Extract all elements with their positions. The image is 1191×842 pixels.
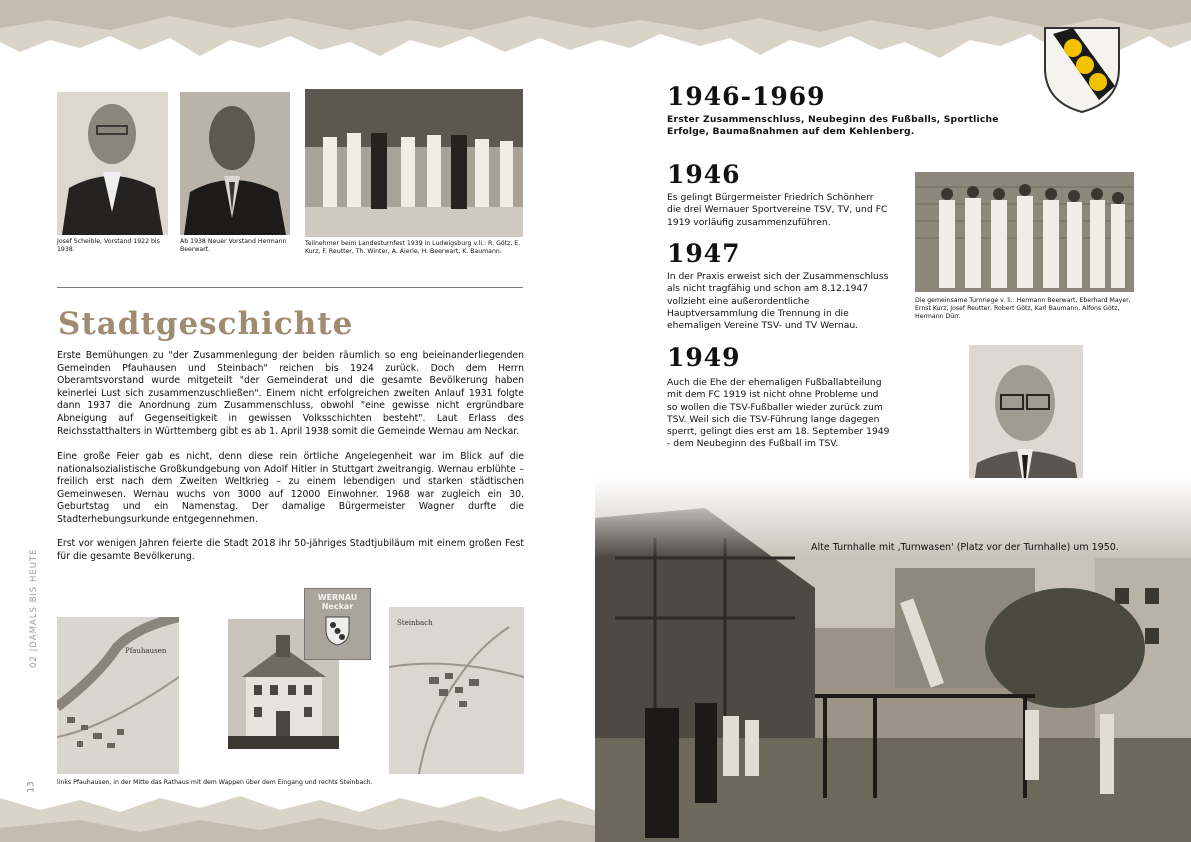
map-pfauhausen (57, 617, 179, 774)
wernau-sign (304, 588, 371, 660)
text-1946-1969: Erster Zusammenschluss, Neubeginn des Fußballs, Sportliche Erfolge, Baumaßnahmen auf dem Kehlenberg. (667, 114, 999, 138)
caption-maps: links Pfauhausen, in der Mitte das Rathaus mit dem Wappen über dem Eingang und rechts Steinbach. (57, 779, 373, 786)
photo-landesturnfest-1939 (305, 89, 523, 237)
section-side-label: 02 |DAMALS BIS HEUTE (29, 548, 39, 668)
wernau-crest-icon (325, 616, 350, 646)
year-heading-1949: 1949 (667, 343, 741, 372)
paragraph-1: Erste Bemühungen zu "der Zusammenlegung der beiden räumlich so eng beieinanderliegenden Gemeinden Pfauhausen und Steinbach" reichen bis 1924 zurück. Doch dem Herrn Oberamtsvorstand wurde mitgeteilt "der Gemeinderat und die gesamte Bevölkerung haben keinerlei Lust sich zusammenzuschließen". Einem nicht erfolgreichen zweiten Anlauf 1931 folgte dann 1937 die Anordnung zum Zusammenschluss, obwohl "eine gewisse nicht ergründbare Abneigung auf Gegenseitigkeit in gewissen Volksschichten besteht". Laut Erlass des Reichsstatthalters in Württemberg gibt es ab 1. April 1938 somit die Gemeinde Wernau am Neckar. (57, 350, 524, 437)
year-heading-1946: 1946 (667, 160, 741, 189)
tsv-crest-icon (1043, 26, 1121, 114)
map-label-pfauhausen: Pfauhausen (125, 647, 167, 655)
text-1947: In der Praxis erweist sich der Zusammenschluss als nicht tragfähig und schon am 8.12.1947 vollzieht eine außerordentliche Hauptversammlung die Trennung in die ehemaligen Vereine TSV- und TV Wernau. (667, 271, 889, 332)
torn-paper-top (0, 0, 1191, 62)
page-title: Stadtgeschichte (58, 306, 354, 342)
paragraph-3: Erst vor wenigen Jahren feierte die Stadt 2018 ihr 50-jähriges Stadtjubiläum mit einem großen Fest für die gesamte Bevölkerung. (57, 538, 524, 562)
map-steinbach (389, 607, 524, 774)
photo-hermann-beerwart (180, 92, 290, 235)
page-number: 13 (26, 781, 37, 793)
divider (57, 287, 523, 288)
year-heading-1947: 1947 (667, 239, 741, 268)
text-1949: Auch die Ehe der ehemaligen Fußballabteilung mit dem FC 1919 ist nicht ohne Probleme und so wollen die TSV-Fußballer wieder zurück zum TSV. Weil sich die TSV-Führung lange dagegen sperrt, gelingt dies erst am 18. September 1949 - dem Neubeginn des Fußball im TSV. (667, 377, 890, 450)
wernau-sign-text: WERNAU Neckar (317, 593, 358, 611)
map-label-steinbach: Steinbach (397, 619, 433, 627)
caption-hermann-beerwart: Ab 1938 Neuer Vorstand Hermann Beerwart. (180, 238, 287, 253)
paragraph-2: Eine große Feier gab es nicht, denn diese rein örtliche Angelegenheit war im Blick auf die nationalsozialistische Großkundgebung von Adolf Hitler in Stuttgart zweitrangig. Wernau erblühte – freilich erst nach dem Zweiten Weltkrieg – zu einem lebendigen und starken städtischen Gemeinwesen. Wernau wuchs von 3000 auf 12000 Einwohner. 1968 war zugleich ein 30. Geburtstag und ein Namenstag. Der damalige Bürgermeister Wagner durfte die Stadterhebungsurkunde entgegennehmen. (57, 451, 524, 525)
photo-josef-scheible (57, 92, 168, 235)
photo-alte-turnhalle (595, 478, 1191, 842)
caption-josef-scheible: Josef Scheible, Vorstand 1922 bis 1938. (57, 238, 160, 253)
text-1946: Es gelingt Bürgermeister Friedrich Schönherr die drei Wernauer Sportvereine TSV, TV, und FC 1919 vorläufig zusammenzuführen. (667, 192, 888, 228)
photo-turnriege (915, 172, 1134, 292)
caption-alte-turnhalle: Alte Turnhalle mit ‚Turnwasen' (Platz vor der Turnhalle) um 1950. (811, 542, 1119, 553)
caption-landesturnfest: Teilnehmer beim Landesturnfest 1939 in Ludwigsburg v.li.: R. Götz, E. Kurz, F. Reutter, Th. Winter, A. Aierle, H. Beerwart, K. Baumann. (305, 240, 521, 255)
year-heading-1946-1969: 1946-1969 (667, 82, 826, 111)
caption-turnriege: Die gemeinsame Turnriege v. li.: Hermann Beerwart, Eberhard Mayer, Ernst Kurz, Josef Reutter, Robert Götz, Karl Baumann, Alfons Götz, Hermann Dürr. (915, 297, 1131, 320)
